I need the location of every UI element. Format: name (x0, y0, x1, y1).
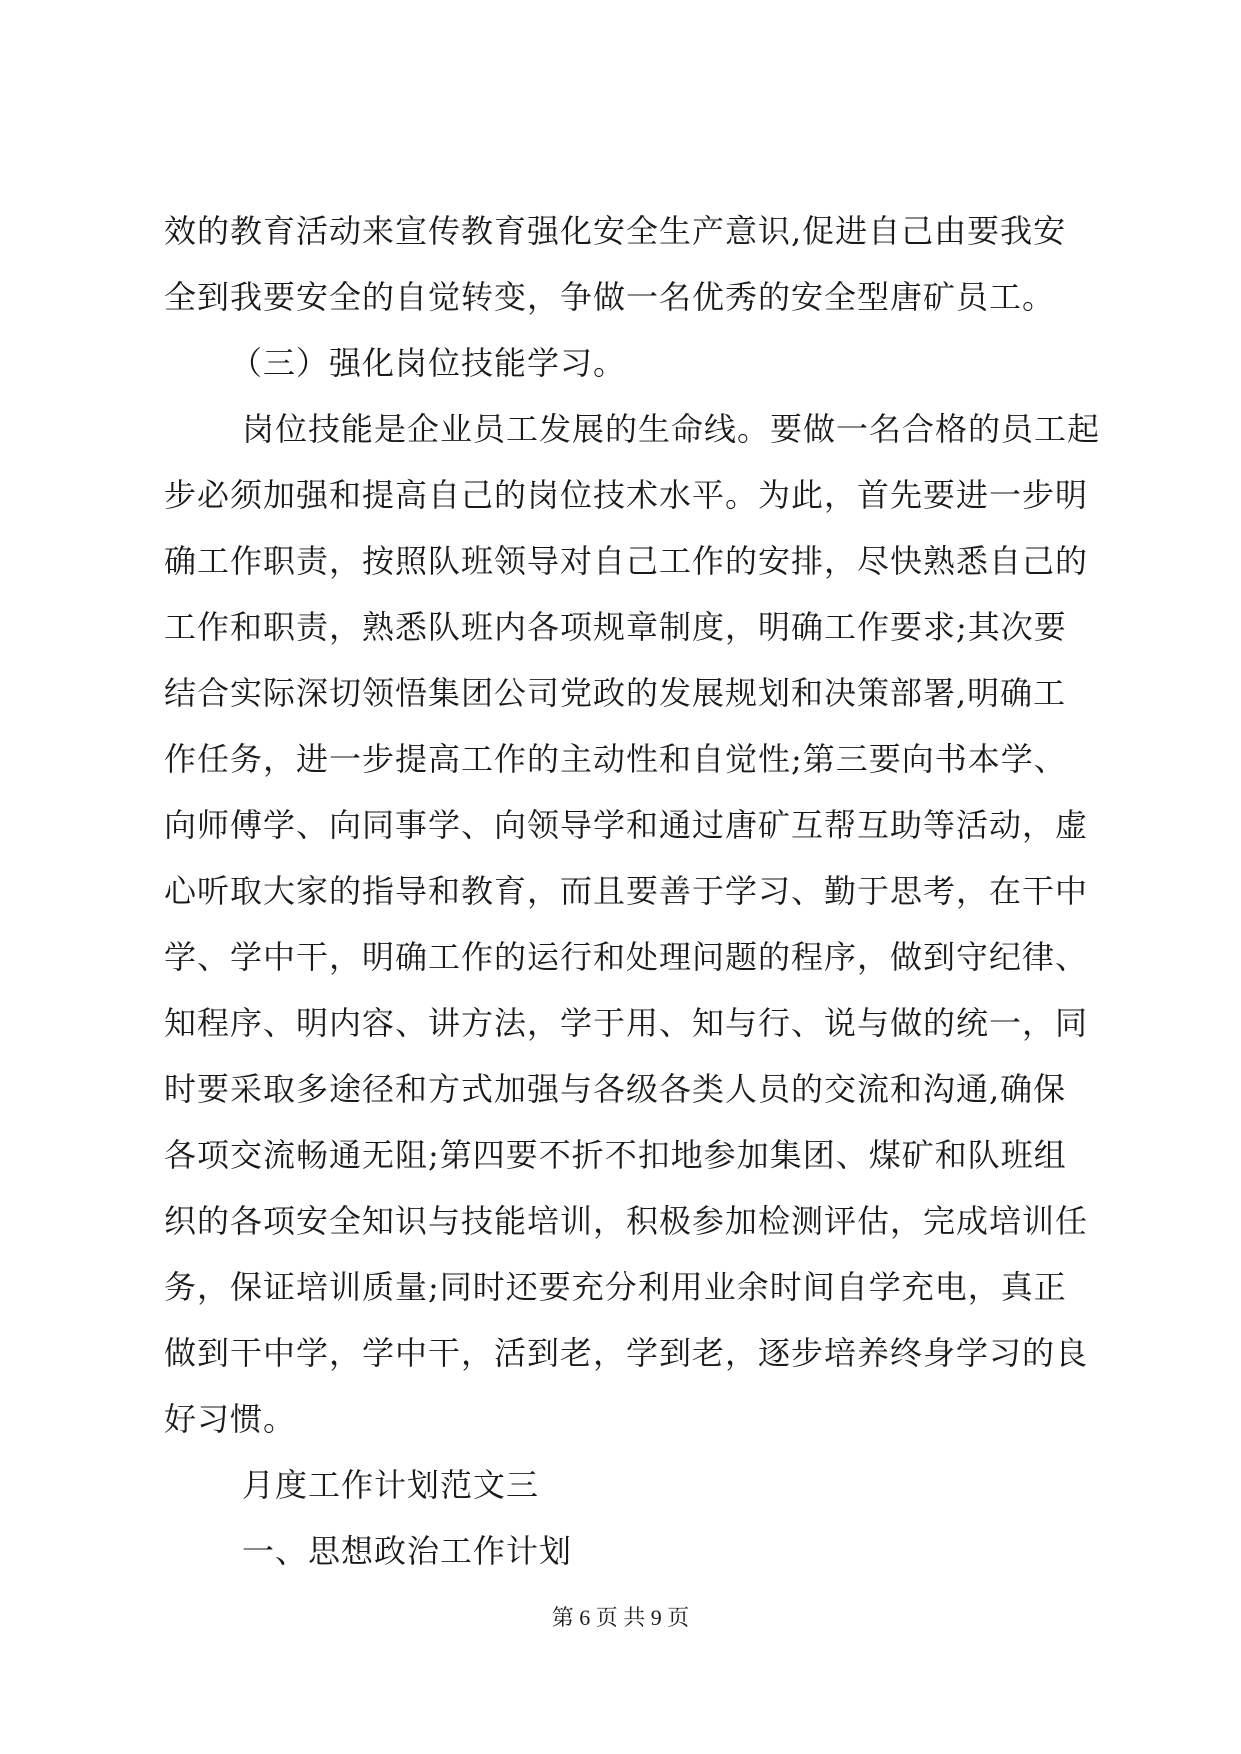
body-text-line: 确工作职责，按照队班领导对自己工作的安排，尽快熟悉自己的 (164, 542, 1089, 580)
body-text-line: 工作和职责，熟悉队班内各项规章制度，明确工作要求;其次要 (164, 608, 1067, 646)
body-text-line: 向师傅学、向同事学、向领导学和通过唐矿互帮互助等活动，虚 (164, 806, 1089, 844)
body-text-line: 做到干中学，学中干，活到老，学到老，逐步培养终身学习的良 (164, 1334, 1089, 1372)
body-text-line: 各项交流畅通无阻;第四要不折不扣地参加集团、煤矿和队班组 (164, 1136, 1067, 1174)
body-text-line: 全到我要安全的自觉转变，争做一名优秀的安全型唐矿员工。 (164, 278, 1056, 316)
body-text-line: 学、学中干，明确工作的运行和处理问题的程序，做到守纪律、 (164, 938, 1089, 976)
body-text-line: 步必须加强和提高自己的岗位技术水平。为此，首先要进一步明 (164, 476, 1089, 514)
body-text-line: 织的各项安全知识与技能培训，积极参加检测评估，完成培训任 (164, 1202, 1089, 1240)
sample-title: 月度工作计划范文三 (242, 1466, 540, 1504)
body-text-line: 好习惯。 (164, 1400, 297, 1438)
page-footer: 第 6 页 共 9 页 (551, 1605, 690, 1630)
body-text-line: 效的教育活动来宣传教育强化安全生产意识,促进自己由要我安 (164, 212, 1067, 250)
body-text-line: 岗位技能是企业员工发展的生命线。要做一名合格的员工起 (242, 410, 1101, 448)
section-heading: 一、思想政治工作计划 (242, 1532, 573, 1570)
body-text-line: 务，保证培训质量;同时还要充分利用业余时间自学充电，真正 (164, 1268, 1067, 1306)
section-heading: （三）强化岗位技能学习。 (230, 344, 627, 382)
body-text-line: 时要采取多途径和方式加强与各级各类人员的交流和沟通,确保 (164, 1070, 1067, 1108)
body-text-line: 作任务，进一步提高工作的主动性和自觉性;第三要向书本学、 (164, 740, 1067, 778)
body-text-line: 知程序、明内容、讲方法，学于用、知与行、说与做的统一，同 (164, 1004, 1089, 1042)
body-text-line: 结合实际深切领悟集团公司党政的发展规划和决策部署,明确工 (164, 674, 1067, 712)
body-text-line: 心听取大家的指导和教育，而且要善于学习、勤于思考，在干中 (164, 872, 1089, 910)
